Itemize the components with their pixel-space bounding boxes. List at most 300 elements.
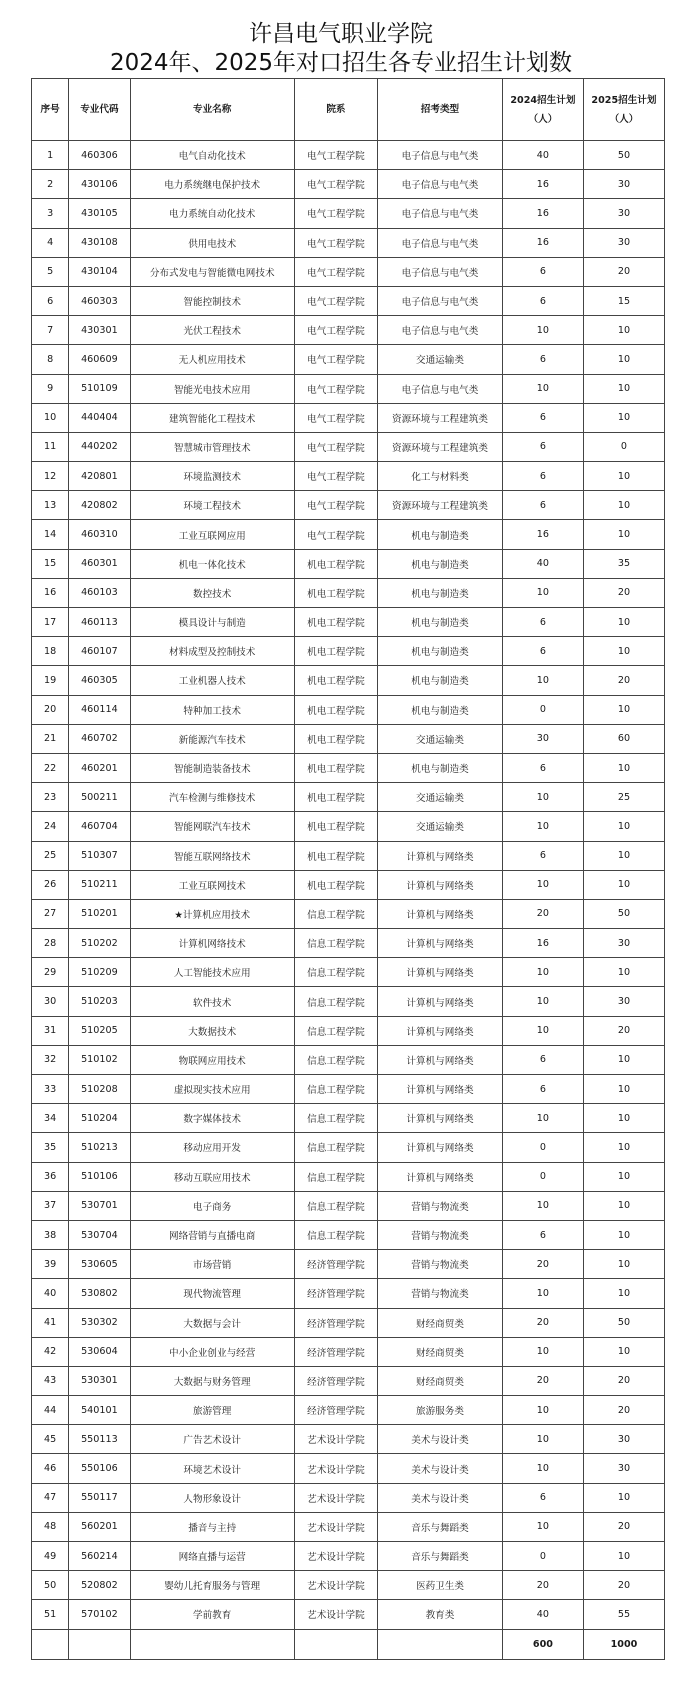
cell-code: 530704	[69, 1220, 130, 1249]
cell-category: 音乐与舞蹈类	[378, 1542, 503, 1571]
cell-code: 460301	[69, 549, 130, 578]
cell-plan-2025: 10	[583, 462, 664, 491]
cell-plan-2025: 10	[583, 753, 664, 782]
cell-code: 510205	[69, 1016, 130, 1045]
cell-dept: 机电工程学院	[294, 841, 377, 870]
cell-name: 电力系统自动化技术	[130, 199, 294, 228]
cell-plan-2024: 6	[502, 637, 583, 666]
table-row	[32, 316, 665, 345]
cell-plan-2024: 10	[502, 316, 583, 345]
cell-code: 460609	[69, 345, 130, 374]
cell-name: 虚拟现实技术应用	[130, 1075, 294, 1104]
cell-plan-2024: 40	[502, 549, 583, 578]
table-row	[32, 987, 665, 1016]
cell-seq: 3	[32, 199, 69, 228]
cell-code: 530604	[69, 1337, 130, 1366]
cell-plan-2025: 10	[583, 316, 664, 345]
cell-category: 交通运输类	[378, 724, 503, 753]
cell-code: 460103	[69, 578, 130, 607]
table-body	[32, 141, 665, 1630]
cell-name: 中小企业创业与经营	[130, 1337, 294, 1366]
cell-code: 430104	[69, 257, 130, 286]
table-row	[32, 695, 665, 724]
cell-code: 500211	[69, 783, 130, 812]
cell-category: 电子信息与电气类	[378, 141, 503, 170]
cell-plan-2025: 10	[583, 608, 664, 637]
cell-dept: 机电工程学院	[294, 549, 377, 578]
cell-dept: 艺术设计学院	[294, 1542, 377, 1571]
cell-dept: 艺术设计学院	[294, 1425, 377, 1454]
cell-plan-2025: 10	[583, 1483, 664, 1512]
cell-plan-2025: 50	[583, 899, 664, 928]
cell-plan-2024: 6	[502, 403, 583, 432]
cell-name: 电气自动化技术	[130, 141, 294, 170]
cell-seq: 29	[32, 958, 69, 987]
cell-name: 光伏工程技术	[130, 316, 294, 345]
cell-plan-2025: 35	[583, 549, 664, 578]
cell-plan-2025: 10	[583, 1162, 664, 1191]
cell-plan-2024: 6	[502, 753, 583, 782]
cell-code: 510208	[69, 1075, 130, 1104]
cell-dept: 信息工程学院	[294, 899, 377, 928]
cell-category: 电子信息与电气类	[378, 199, 503, 228]
table-row	[32, 608, 665, 637]
table-row	[32, 1600, 665, 1629]
total-plan-2025: 1000	[583, 1629, 664, 1659]
cell-dept: 电气工程学院	[294, 228, 377, 257]
cell-name: 大数据与会计	[130, 1308, 294, 1337]
table-row	[32, 228, 665, 257]
total-category	[378, 1629, 503, 1659]
cell-name: 智慧城市管理技术	[130, 432, 294, 461]
cell-code: 460107	[69, 637, 130, 666]
cell-seq: 36	[32, 1162, 69, 1191]
cell-seq: 6	[32, 286, 69, 315]
cell-plan-2024: 16	[502, 228, 583, 257]
cell-plan-2024: 6	[502, 1045, 583, 1074]
cell-name: 移动互联应用技术	[130, 1162, 294, 1191]
cell-code: 510102	[69, 1045, 130, 1074]
cell-name: ★计算机应用技术	[130, 899, 294, 928]
cell-seq: 18	[32, 637, 69, 666]
cell-category: 财经商贸类	[378, 1366, 503, 1395]
cell-plan-2025: 10	[583, 841, 664, 870]
cell-seq: 35	[32, 1133, 69, 1162]
cell-name: 人物形象设计	[130, 1483, 294, 1512]
cell-code: 510204	[69, 1104, 130, 1133]
cell-code: 460702	[69, 724, 130, 753]
table-row	[32, 403, 665, 432]
total-seq	[32, 1629, 69, 1659]
table-row	[32, 520, 665, 549]
cell-plan-2025: 10	[583, 637, 664, 666]
table-row	[32, 549, 665, 578]
document-title: 许昌电气职业学院	[249, 21, 433, 47]
cell-category: 营销与物流类	[378, 1279, 503, 1308]
cell-dept: 经济管理学院	[294, 1337, 377, 1366]
total-name	[130, 1629, 294, 1659]
cell-plan-2024: 16	[502, 520, 583, 549]
cell-category: 计算机与网络类	[378, 929, 503, 958]
table-row	[32, 199, 665, 228]
table-row	[32, 170, 665, 199]
cell-plan-2025: 10	[583, 374, 664, 403]
header-plan-2025-unit: （人）	[609, 113, 639, 125]
cell-plan-2024: 10	[502, 1337, 583, 1366]
cell-plan-2024: 10	[502, 1104, 583, 1133]
cell-plan-2024: 10	[502, 870, 583, 899]
cell-name: 环境监测技术	[130, 462, 294, 491]
cell-seq: 19	[32, 666, 69, 695]
cell-plan-2024: 6	[502, 1483, 583, 1512]
cell-category: 交通运输类	[378, 812, 503, 841]
cell-code: 510109	[69, 374, 130, 403]
cell-seq: 9	[32, 374, 69, 403]
cell-seq: 8	[32, 345, 69, 374]
table-row	[32, 374, 665, 403]
total-row	[32, 1629, 665, 1659]
cell-seq: 50	[32, 1571, 69, 1600]
cell-plan-2024: 10	[502, 783, 583, 812]
document-subtitle: 2024年、2025年对口招生各专业招生计划数	[109, 50, 573, 76]
cell-category: 计算机与网络类	[378, 1045, 503, 1074]
cell-name: 电力系统继电保护技术	[130, 170, 294, 199]
cell-seq: 28	[32, 929, 69, 958]
cell-plan-2024: 6	[502, 462, 583, 491]
header-name: 专业名称	[130, 79, 294, 141]
cell-dept: 艺术设计学院	[294, 1454, 377, 1483]
cell-seq: 42	[32, 1337, 69, 1366]
cell-plan-2025: 20	[583, 1571, 664, 1600]
cell-name: 广告艺术设计	[130, 1425, 294, 1454]
cell-category: 机电与制造类	[378, 549, 503, 578]
cell-seq: 22	[32, 753, 69, 782]
table-row	[32, 1016, 665, 1045]
cell-name: 环境艺术设计	[130, 1454, 294, 1483]
cell-dept: 电气工程学院	[294, 286, 377, 315]
cell-code: 510201	[69, 899, 130, 928]
cell-plan-2024: 10	[502, 1396, 583, 1425]
cell-dept: 电气工程学院	[294, 316, 377, 345]
cell-code: 440404	[69, 403, 130, 432]
cell-seq: 16	[32, 578, 69, 607]
cell-code: 530802	[69, 1279, 130, 1308]
cell-plan-2024: 20	[502, 1250, 583, 1279]
table-row	[32, 1220, 665, 1249]
cell-name: 现代物流管理	[130, 1279, 294, 1308]
cell-plan-2025: 15	[583, 286, 664, 315]
table-row	[32, 929, 665, 958]
cell-name: 机电一体化技术	[130, 549, 294, 578]
cell-plan-2025: 50	[583, 141, 664, 170]
cell-code: 510203	[69, 987, 130, 1016]
cell-seq: 11	[32, 432, 69, 461]
cell-category: 计算机与网络类	[378, 958, 503, 987]
cell-category: 电子信息与电气类	[378, 228, 503, 257]
cell-code: 510106	[69, 1162, 130, 1191]
cell-plan-2025: 10	[583, 695, 664, 724]
cell-name: 分布式发电与智能微电网技术	[130, 257, 294, 286]
cell-code: 550113	[69, 1425, 130, 1454]
header-plan-2025-label: 2025招生计划	[591, 94, 657, 106]
cell-code: 430106	[69, 170, 130, 199]
cell-seq: 2	[32, 170, 69, 199]
table-row	[32, 899, 665, 928]
cell-dept: 艺术设计学院	[294, 1600, 377, 1629]
cell-dept: 经济管理学院	[294, 1279, 377, 1308]
total-dept	[294, 1629, 377, 1659]
cell-plan-2025: 20	[583, 1396, 664, 1425]
cell-category: 机电与制造类	[378, 695, 503, 724]
cell-name: 汽车检测与维修技术	[130, 783, 294, 812]
cell-seq: 10	[32, 403, 69, 432]
cell-seq: 45	[32, 1425, 69, 1454]
cell-plan-2024: 6	[502, 432, 583, 461]
cell-code: 510209	[69, 958, 130, 987]
cell-seq: 25	[32, 841, 69, 870]
cell-name: 材料成型及控制技术	[130, 637, 294, 666]
cell-name: 数字媒体技术	[130, 1104, 294, 1133]
header-plan-2024-unit: （人）	[528, 113, 558, 125]
table-row	[32, 1133, 665, 1162]
cell-name: 工业互联网技术	[130, 870, 294, 899]
table-row	[32, 666, 665, 695]
cell-dept: 经济管理学院	[294, 1308, 377, 1337]
cell-code: 460201	[69, 753, 130, 782]
cell-seq: 40	[32, 1279, 69, 1308]
table-row	[32, 1571, 665, 1600]
cell-plan-2025: 30	[583, 228, 664, 257]
cell-name: 智能网联汽车技术	[130, 812, 294, 841]
cell-seq: 33	[32, 1075, 69, 1104]
cell-code: 510307	[69, 841, 130, 870]
cell-plan-2024: 10	[502, 1191, 583, 1220]
cell-plan-2025: 30	[583, 1425, 664, 1454]
cell-category: 机电与制造类	[378, 637, 503, 666]
cell-code: 460113	[69, 608, 130, 637]
cell-category: 计算机与网络类	[378, 987, 503, 1016]
cell-name: 物联网应用技术	[130, 1045, 294, 1074]
cell-plan-2024: 16	[502, 929, 583, 958]
cell-dept: 信息工程学院	[294, 1016, 377, 1045]
total-code	[69, 1629, 130, 1659]
header-plan-2025	[583, 79, 664, 141]
cell-plan-2025: 10	[583, 1220, 664, 1249]
header-seq: 序号	[32, 79, 69, 141]
header-plan-2024	[502, 79, 583, 141]
header-dept: 院系	[294, 79, 377, 141]
cell-plan-2024: 10	[502, 578, 583, 607]
cell-plan-2024: 6	[502, 491, 583, 520]
cell-category: 电子信息与电气类	[378, 286, 503, 315]
cell-plan-2025: 10	[583, 403, 664, 432]
cell-category: 财经商贸类	[378, 1308, 503, 1337]
cell-plan-2025: 10	[583, 1542, 664, 1571]
table-row	[32, 812, 665, 841]
cell-category: 营销与物流类	[378, 1250, 503, 1279]
table-row	[32, 1045, 665, 1074]
cell-name: 婴幼儿托育服务与管理	[130, 1571, 294, 1600]
cell-dept: 艺术设计学院	[294, 1483, 377, 1512]
table-row	[32, 345, 665, 374]
cell-category: 机电与制造类	[378, 753, 503, 782]
table-row	[32, 1454, 665, 1483]
cell-plan-2024: 10	[502, 987, 583, 1016]
cell-plan-2025: 0	[583, 432, 664, 461]
cell-dept: 信息工程学院	[294, 1075, 377, 1104]
table-row	[32, 1162, 665, 1191]
cell-category: 计算机与网络类	[378, 899, 503, 928]
cell-category: 计算机与网络类	[378, 1133, 503, 1162]
cell-category: 电子信息与电气类	[378, 170, 503, 199]
cell-category: 音乐与舞蹈类	[378, 1512, 503, 1541]
cell-seq: 5	[32, 257, 69, 286]
cell-plan-2025: 10	[583, 1133, 664, 1162]
cell-code: 460303	[69, 286, 130, 315]
cell-dept: 信息工程学院	[294, 1191, 377, 1220]
cell-seq: 12	[32, 462, 69, 491]
cell-category: 计算机与网络类	[378, 1075, 503, 1104]
cell-plan-2024: 6	[502, 257, 583, 286]
cell-plan-2024: 20	[502, 1308, 583, 1337]
cell-name: 工业互联网应用	[130, 520, 294, 549]
cell-dept: 信息工程学院	[294, 958, 377, 987]
cell-category: 医药卫生类	[378, 1571, 503, 1600]
cell-seq: 1	[32, 141, 69, 170]
cell-dept: 信息工程学院	[294, 1162, 377, 1191]
cell-category: 电子信息与电气类	[378, 316, 503, 345]
cell-code: 560214	[69, 1542, 130, 1571]
cell-name: 播音与主持	[130, 1512, 294, 1541]
cell-category: 交通运输类	[378, 345, 503, 374]
cell-dept: 电气工程学院	[294, 345, 377, 374]
cell-plan-2025: 20	[583, 578, 664, 607]
cell-dept: 机电工程学院	[294, 753, 377, 782]
cell-code: 530605	[69, 1250, 130, 1279]
cell-dept: 电气工程学院	[294, 170, 377, 199]
table-row	[32, 637, 665, 666]
cell-category: 机电与制造类	[378, 666, 503, 695]
table-row	[32, 1512, 665, 1541]
cell-code: 550117	[69, 1483, 130, 1512]
cell-seq: 48	[32, 1512, 69, 1541]
cell-plan-2024: 6	[502, 1075, 583, 1104]
cell-plan-2025: 20	[583, 1016, 664, 1045]
cell-code: 550106	[69, 1454, 130, 1483]
cell-plan-2024: 16	[502, 170, 583, 199]
cell-plan-2025: 10	[583, 345, 664, 374]
cell-plan-2025: 20	[583, 257, 664, 286]
cell-name: 人工智能技术应用	[130, 958, 294, 987]
cell-category: 机电与制造类	[378, 578, 503, 607]
table-row	[32, 286, 665, 315]
cell-plan-2025: 30	[583, 1454, 664, 1483]
cell-name: 建筑智能化工程技术	[130, 403, 294, 432]
header-code: 专业代码	[69, 79, 130, 141]
table-header-row	[32, 79, 665, 141]
header-category: 招考类型	[378, 79, 503, 141]
cell-plan-2025: 10	[583, 1045, 664, 1074]
table-row	[32, 1104, 665, 1133]
cell-seq: 13	[32, 491, 69, 520]
cell-seq: 7	[32, 316, 69, 345]
cell-plan-2025: 20	[583, 666, 664, 695]
cell-category: 旅游服务类	[378, 1396, 503, 1425]
cell-dept: 信息工程学院	[294, 1104, 377, 1133]
cell-plan-2025: 50	[583, 1308, 664, 1337]
cell-category: 计算机与网络类	[378, 1104, 503, 1133]
cell-plan-2025: 30	[583, 199, 664, 228]
cell-name: 软件技术	[130, 987, 294, 1016]
cell-code: 570102	[69, 1600, 130, 1629]
cell-plan-2024: 20	[502, 1571, 583, 1600]
cell-code: 460114	[69, 695, 130, 724]
table-row	[32, 1366, 665, 1395]
table-row	[32, 462, 665, 491]
cell-plan-2024: 0	[502, 1133, 583, 1162]
cell-dept: 电气工程学院	[294, 199, 377, 228]
cell-code: 560201	[69, 1512, 130, 1541]
cell-plan-2024: 6	[502, 841, 583, 870]
cell-category: 机电与制造类	[378, 608, 503, 637]
cell-category: 教育类	[378, 1600, 503, 1629]
table-row	[32, 1396, 665, 1425]
cell-name: 市场营销	[130, 1250, 294, 1279]
cell-dept: 机电工程学院	[294, 812, 377, 841]
cell-name: 特种加工技术	[130, 695, 294, 724]
cell-code: 510213	[69, 1133, 130, 1162]
cell-seq: 26	[32, 870, 69, 899]
cell-dept: 机电工程学院	[294, 695, 377, 724]
table-row	[32, 1075, 665, 1104]
cell-plan-2024: 10	[502, 1454, 583, 1483]
cell-plan-2024: 6	[502, 286, 583, 315]
table-row	[32, 958, 665, 987]
cell-name: 数控技术	[130, 578, 294, 607]
cell-plan-2024: 10	[502, 958, 583, 987]
cell-seq: 30	[32, 987, 69, 1016]
cell-name: 智能控制技术	[130, 286, 294, 315]
cell-dept: 信息工程学院	[294, 987, 377, 1016]
cell-plan-2025: 20	[583, 1512, 664, 1541]
cell-category: 电子信息与电气类	[378, 257, 503, 286]
cell-seq: 49	[32, 1542, 69, 1571]
cell-plan-2024: 20	[502, 899, 583, 928]
cell-code: 520802	[69, 1571, 130, 1600]
cell-dept: 机电工程学院	[294, 637, 377, 666]
cell-seq: 44	[32, 1396, 69, 1425]
cell-plan-2024: 6	[502, 345, 583, 374]
cell-seq: 34	[32, 1104, 69, 1133]
cell-seq: 39	[32, 1250, 69, 1279]
cell-category: 美术与设计类	[378, 1425, 503, 1454]
cell-plan-2024: 0	[502, 1162, 583, 1191]
cell-seq: 21	[32, 724, 69, 753]
cell-plan-2024: 10	[502, 666, 583, 695]
cell-code: 510211	[69, 870, 130, 899]
table-row	[32, 257, 665, 286]
cell-name: 工业机器人技术	[130, 666, 294, 695]
cell-code: 460704	[69, 812, 130, 841]
cell-plan-2024: 6	[502, 1220, 583, 1249]
table-row	[32, 491, 665, 520]
cell-category: 计算机与网络类	[378, 870, 503, 899]
total-plan-2024: 600	[502, 1629, 583, 1659]
cell-dept: 机电工程学院	[294, 666, 377, 695]
cell-category: 机电与制造类	[378, 520, 503, 549]
cell-plan-2025: 30	[583, 170, 664, 199]
cell-plan-2025: 10	[583, 1191, 664, 1220]
